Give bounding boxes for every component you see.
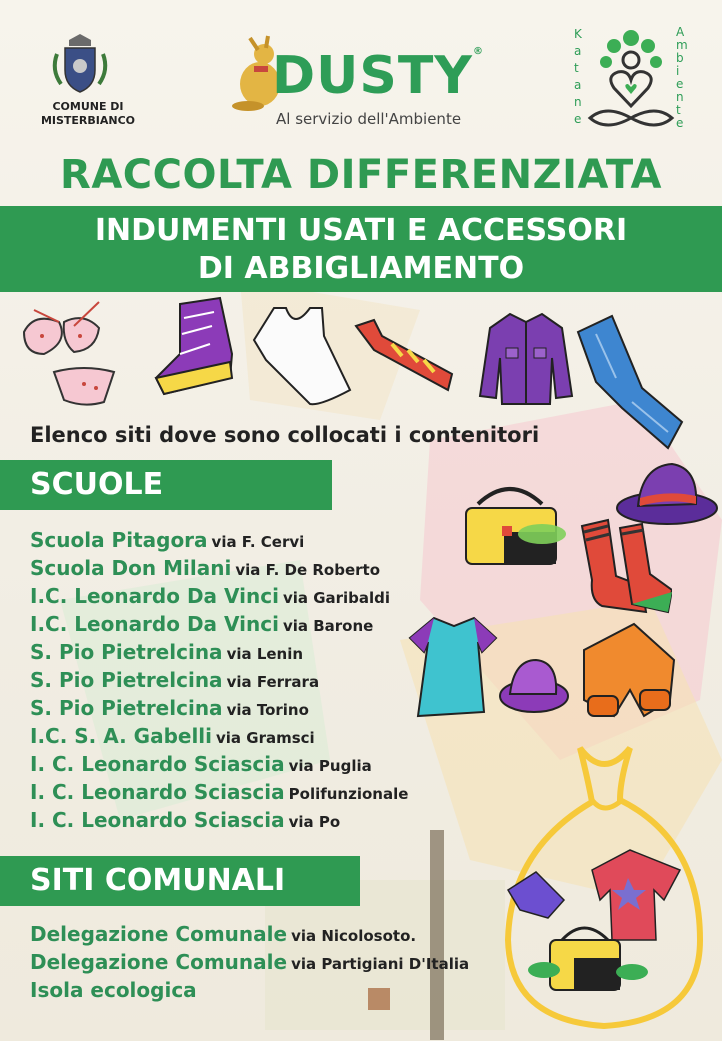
school-name: I.C. Leonardo Da Vinci: [30, 584, 279, 608]
brand-name: DUSTY®: [272, 46, 484, 106]
municipal-row: [30, 950, 469, 974]
school-row: [30, 696, 309, 720]
school-street: via Puglia: [288, 757, 372, 775]
bikini-icon: [14, 292, 124, 412]
brand-tagline: Al servizio dell'Ambiente: [276, 110, 462, 128]
partner-logo-icon: [586, 24, 676, 134]
school-name: I. C. Leonardo Sciascia: [30, 808, 285, 832]
school-street: via Garibaldi: [282, 589, 391, 607]
municipality-label: COMUNE DI MISTERBIANCO: [40, 100, 136, 127]
site-name: Delegazione Comunale: [30, 922, 288, 946]
clothes-bag-icon: [500, 740, 710, 1030]
school-row: [30, 528, 304, 552]
school-name: S. Pio Pietrelcina: [30, 640, 223, 664]
tank-top-icon: [250, 300, 360, 410]
school-row: [30, 808, 340, 832]
school-row: [30, 752, 372, 776]
municipal-row: [30, 978, 201, 1002]
school-name: I. C. Leonardo Sciascia: [30, 752, 285, 776]
school-row: [30, 668, 319, 692]
school-street: via F. Cervi: [211, 533, 305, 551]
school-street: Polifunzionale: [288, 785, 409, 803]
school-name: Scuola Pitagora: [30, 528, 208, 552]
school-row: [30, 724, 315, 748]
denim-jacket-icon: [476, 308, 576, 408]
school-street: via Gramsci: [216, 729, 315, 747]
school-name: I.C. Leonardo Da Vinci: [30, 612, 279, 636]
school-street: via Ferrara: [226, 673, 320, 691]
handbag-icon: [458, 474, 568, 574]
school-name: Scuola Don Milani: [30, 556, 232, 580]
school-name: I.C. S. A. Gabelli: [30, 724, 213, 748]
subtitle-line-1: INDUMENTI USATI E ACCESSORI: [94, 213, 628, 248]
section-schools-heading: SCUOLE: [0, 460, 332, 510]
tie-icon: [352, 316, 462, 396]
school-name: I. C. Leonardo Sciascia: [30, 780, 285, 804]
site-street: via Nicolosoto.: [291, 927, 417, 945]
school-street: via Lenin: [226, 645, 304, 663]
subtitle-line-2: DI ABBIGLIAMENTO: [197, 251, 525, 286]
school-street: via F. De Roberto: [235, 561, 381, 579]
socks-icon: [572, 516, 672, 626]
school-row: [30, 556, 380, 580]
purple-hat-icon: [496, 652, 576, 722]
jeans-icon: [572, 312, 692, 452]
school-street: via Po: [288, 813, 341, 831]
shorts-icon: [574, 620, 684, 730]
school-row: [30, 780, 408, 804]
school-row: [30, 584, 390, 608]
school-name: S. Pio Pietrelcina: [30, 668, 223, 692]
main-title: RACCOLTA DIFFERENZIATA: [60, 152, 662, 198]
school-row: [30, 640, 303, 664]
school-street: via Barone: [282, 617, 374, 635]
sites-header: Elenco siti dove sono collocati i contenitori: [30, 423, 540, 447]
municipal-row: [30, 922, 416, 946]
school-street: via Torino: [226, 701, 309, 719]
school-name: S. Pio Pietrelcina: [30, 696, 223, 720]
dress-icon: [404, 612, 504, 722]
section-municipal-heading: SITI COMUNALI: [0, 856, 360, 906]
site-name: Isola ecologica: [30, 978, 197, 1002]
partner-vertical-right: Ambiente: [676, 25, 688, 130]
site-name: Delegazione Comunale: [30, 950, 288, 974]
partner-vertical-left: Katane: [574, 27, 582, 126]
school-row: [30, 612, 373, 636]
municipality-crest-icon: [47, 30, 113, 96]
site-street: via Partigiani D'Italia: [291, 955, 470, 973]
sneaker-icon: [150, 294, 240, 404]
